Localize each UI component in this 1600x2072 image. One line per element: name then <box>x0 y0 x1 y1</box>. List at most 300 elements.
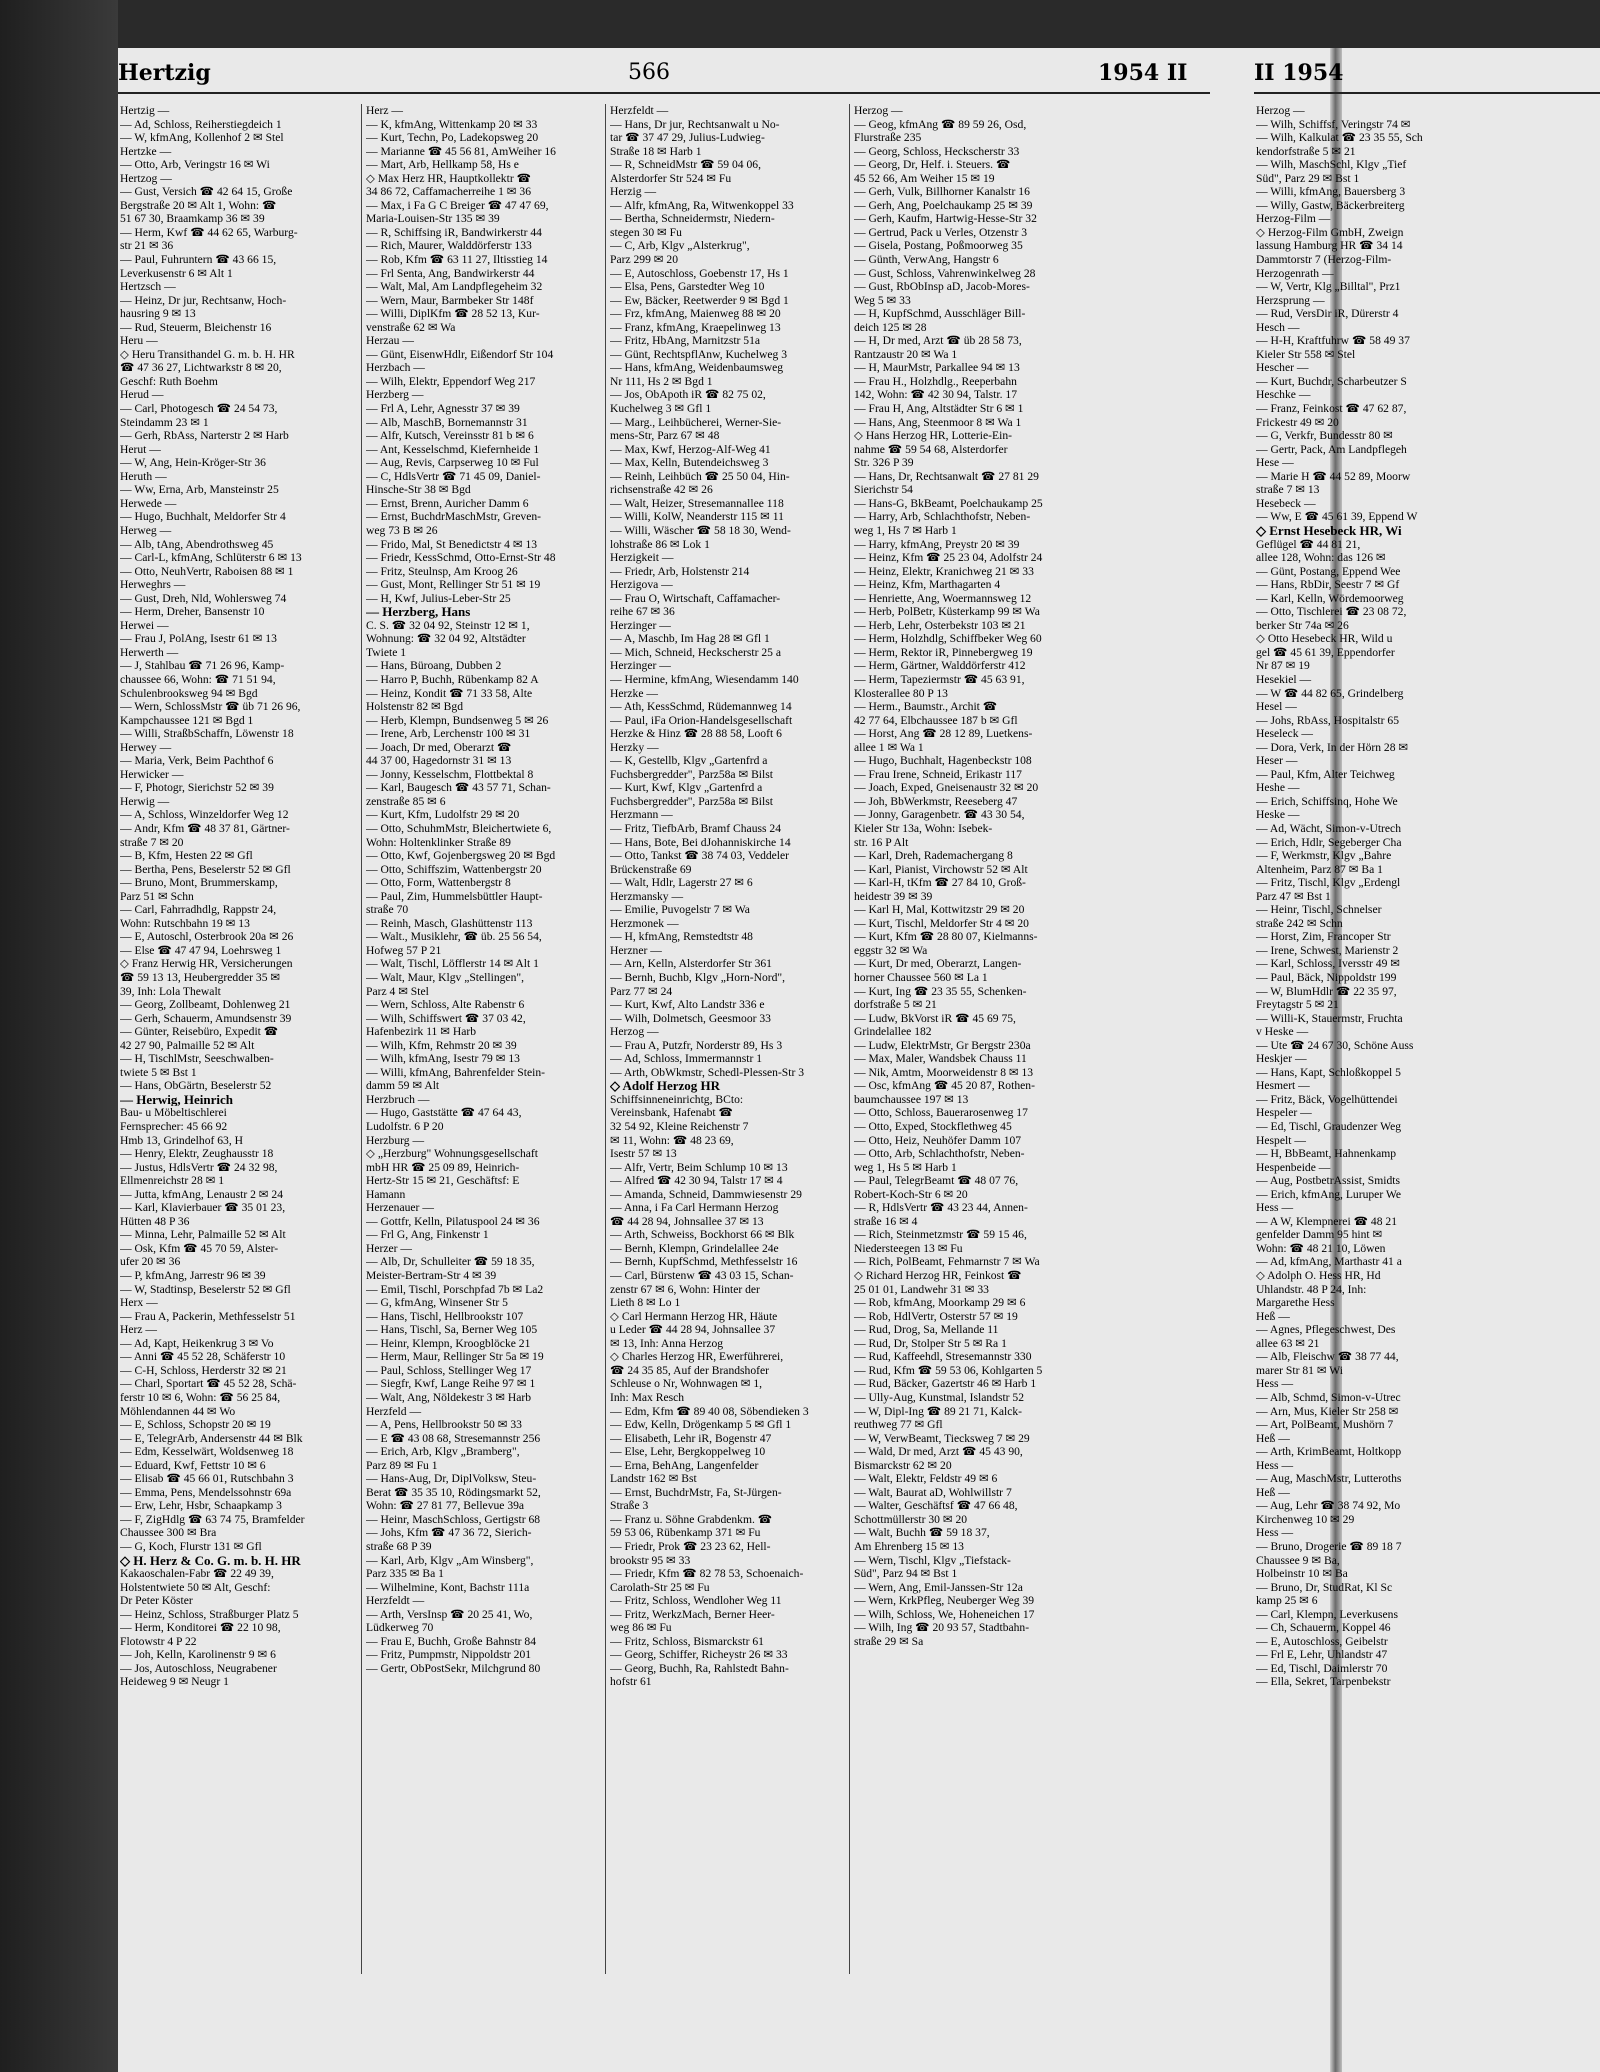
directory-entry-line: — Wilh, Schiffswert ☎ 37 03 42, <box>366 1011 526 1025</box>
directory-entry-line: Herzfeldt — <box>610 104 669 117</box>
directory-entry-line: — Willi, StraßbSchaffn, Löwenstr 18 <box>120 727 294 741</box>
directory-entry-line: — Aug, PostbetrAssist, Smidts <box>1256 1174 1400 1188</box>
directory-entry-line: — Herm, Kwf ☎ 44 62 65, Warburg- <box>120 225 298 239</box>
directory-entry-line: — Joach, Dr med, Oberarzt ☎ <box>366 740 512 754</box>
directory-entry-line: — Heinz, Kfm, Marthagarten 4 <box>854 578 1001 592</box>
directory-entry-line: — Georg, Schiffer, Richeystr 26 ✉ 33 <box>610 1648 788 1662</box>
directory-entry-line: — Arn, Mus, Kieler Str 258 ✉ <box>1256 1404 1399 1418</box>
directory-entry-line: — Rich, Maurer, Walddörferstr 133 <box>366 239 532 253</box>
header-rule-next-page <box>1254 92 1600 94</box>
directory-entry-line: Kirchenweg 10 ✉ 29 <box>1256 1512 1355 1526</box>
directory-entry-line: — Alb, MaschB, Bornemannstr 31 <box>366 415 528 429</box>
directory-entry-line: — Walt, Elektr, Feldstr 49 ✉ 6 <box>854 1472 998 1486</box>
directory-entry-line: Hertzig — <box>120 104 170 117</box>
directory-entry-line: — Herb, Klempn, Bundsenweg 5 ✉ 26 <box>366 713 549 727</box>
directory-entry-line: — Friedr, Arb, Holstenstr 214 <box>610 564 750 578</box>
directory-entry-line: 42 77 64, Elbchaussee 187 b ✉ Gfl <box>854 713 1018 727</box>
directory-entry-line: — Otto, Form, Wattenbergstr 8 <box>366 876 511 890</box>
directory-entry-line: — G, Koch, Flurstr 131 ✉ Gfl <box>120 1539 262 1553</box>
directory-entry-line: — Harro P, Buchh, Rübenkamp 82 A <box>366 672 539 686</box>
directory-entry-line: — W, Ang, Hein-Kröger-Str 36 <box>120 456 266 470</box>
directory-entry-line: — Frau H, Ang, Altstädter Str 6 ✉ 1 <box>854 402 1024 416</box>
directory-entry-line: — Walt, Hdlr, Lagerstr 27 ✉ 6 <box>610 876 753 890</box>
directory-entry-line: Hess — <box>1256 1458 1294 1472</box>
directory-entry-line: — Edm, Kfm ☎ 89 40 08, Söbendieken 3 <box>610 1404 809 1418</box>
directory-entry-line: — B, Kfm, Hesten 22 ✉ Gfl <box>120 849 253 863</box>
directory-entry-line: — Rob, HdlVertr, Osterstr 57 ✉ 19 <box>854 1309 1018 1323</box>
directory-entry-line: Herzigkeit — <box>610 551 674 565</box>
directory-entry-line: — Carl, Photogesch ☎ 24 54 73, <box>120 402 278 416</box>
directory-entry-line: — Karl, Baugesch ☎ 43 57 71, Schan- <box>366 781 551 795</box>
running-head-name: Hertzig <box>118 60 211 86</box>
directory-entry-line: — C, Arb, Klgv „Alsterkrug", <box>610 239 750 253</box>
directory-entry-line: Hespenbeide — <box>1256 1160 1331 1174</box>
directory-entry-line: Herzer — <box>366 1241 413 1255</box>
directory-entry-line: — Wilh, MaschSchl, Klgv „Tief <box>1256 158 1407 172</box>
column-1 <box>120 104 358 1974</box>
directory-entry-line: — Alfr, kfmAng, Ra, Witwenkoppel 33 <box>610 198 794 212</box>
directory-entry-line: straße 29 ✉ Sa <box>854 1634 924 1648</box>
directory-entry-line: — Max, Kwf, Herzog-Alf-Weg 41 <box>610 442 771 456</box>
directory-entry-line: — Mich, Schneid, Heckscherstr 25 a <box>610 645 781 659</box>
directory-entry-line: — Arth, Schweiss, Bockhorst 66 ✉ Blk <box>610 1228 795 1242</box>
directory-entry-line: Flurstraße 235 <box>854 131 922 145</box>
directory-entry-line: dorfstraße 5 ✉ 21 <box>854 998 937 1012</box>
directory-entry-line: — Gust, Schloss, Vahrenwinkelweg 28 <box>854 266 1036 280</box>
directory-entry-line: — Art, PolBeamt, Mushörn 7 <box>1256 1418 1394 1432</box>
directory-entry-line: 44 37 00, Hagedornstr 31 ✉ 13 <box>366 754 512 768</box>
directory-entry-line: — Johs, RbAss, Hospitalstr 65 <box>1256 713 1400 727</box>
directory-entry-line: Flotowstr 4 P 22 <box>120 1634 197 1648</box>
directory-entry-line: — Hugo, Buchhalt, Meldorfer Str 4 <box>120 510 286 524</box>
directory-entry-line: Hespelt — <box>1256 1133 1306 1147</box>
directory-entry-line: — Willi, DiplKfm ☎ 28 52 13, Kur- <box>366 307 540 321</box>
directory-entry-line: — Rich, Steinmetzmstr ☎ 59 15 46, <box>854 1228 1027 1242</box>
directory-entry-line: kendorfstraße 5 ✉ 21 <box>1256 144 1356 158</box>
directory-entry-line: — Jonny, Kesselschm, Flottbektal 8 <box>366 767 534 781</box>
directory-entry-line: — Heinz, Kondit ☎ 71 33 58, Alte <box>366 686 533 700</box>
directory-entry-line: — Gisela, Postang, Poßmoorweg 35 <box>854 239 1023 253</box>
directory-entry-line: 142, Wohn: ☎ 42 30 94, Talstr. 17 <box>854 388 1017 402</box>
directory-entry-line: Am Ehrenberg 15 ✉ 13 <box>854 1539 964 1553</box>
directory-entry-line: — Emma, Pens, Mendelssohnstr 69a <box>120 1485 292 1499</box>
directory-entry-line: — Walt., Musiklehr, ☎ üb. 25 56 54, <box>366 930 542 944</box>
directory-entry-line: Parz 299 ✉ 20 <box>610 253 678 267</box>
directory-entry-line: — Fritz, WerkzMach, Berner Heer- <box>610 1607 775 1621</box>
directory-entry-line: — Herm, Dreher, Bansenstr 10 <box>120 605 265 619</box>
directory-entry-line: Lüdkerweg 70 <box>366 1621 434 1635</box>
directory-entry-line: — Rud, Drog, Sa, Mellande 11 <box>854 1323 999 1337</box>
directory-entry-line: Herzfeldt — <box>366 1594 425 1608</box>
directory-entry-line: Parz 51 ✉ Schn <box>120 889 194 903</box>
directory-entry-line: — Günt, EisenwHdlr, Eißendorf Str 104 <box>366 347 554 361</box>
directory-entry-line: Herz — <box>120 1323 158 1337</box>
directory-entry-line: — Heinr, MaschSchloss, Gertigstr 68 <box>366 1512 541 1526</box>
directory-entry-line: Heß — <box>1256 1309 1290 1323</box>
directory-entry-line: — Hans, ObGärtn, Beselerstr 52 <box>120 1079 272 1093</box>
directory-entry-line: Herweg — <box>120 523 172 537</box>
directory-entry-line: — Willi, KolW, Neanderstr 115 ✉ 11 <box>610 510 784 524</box>
column-4 <box>854 104 1208 1974</box>
directory-entry-line: Herzsprung — <box>1256 293 1325 307</box>
directory-entry-line: — Bertha, Schneidermstr, Niedern- <box>610 212 775 226</box>
directory-entry-line: — Ad, Schloss, Reiherstiegdeich 1 <box>120 117 282 131</box>
directory-entry-line: — Anni ☎ 45 52 28, Schäferstr 10 <box>120 1350 286 1364</box>
directory-entry-line: Isestr 57 ✉ 13 <box>610 1147 677 1161</box>
directory-entry-line: Str. 326 P 39 <box>854 456 914 470</box>
directory-entry-line: — Carl, Fahrradhdlg, Rappstr 24, <box>120 903 277 917</box>
directory-entry-line: — Ernst, BuchdrMaschMstr, Greven- <box>366 510 542 524</box>
directory-entry-line: — H, Kwf, Julius-Leber-Str 25 <box>366 591 511 605</box>
directory-entry-line: — Karl, Pianist, Virchowstr 52 ✉ Alt <box>854 862 1028 876</box>
directory-entry-line: gel ☎ 45 61 39, Eppendorfer <box>1256 645 1395 659</box>
directory-entry-line: — Karl, Schloss, Iversstr 49 ✉ <box>1256 957 1400 971</box>
directory-entry-line: — Geog, kfmAng ☎ 89 59 26, Osd, <box>854 117 1027 131</box>
directory-entry-line: — Kurt, Ing ☎ 23 35 55, Schenken- <box>854 984 1027 998</box>
directory-entry-line: Wohn: ☎ 27 81 77, Bellevue 39a <box>366 1499 525 1513</box>
directory-entry-line: venstraße 62 ✉ Wa <box>366 320 456 334</box>
directory-entry-line: — Heinz, Dr jur, Rechtsanw, Hoch- <box>120 293 287 307</box>
directory-entry-line: — Eduard, Kwf, Fettstr 10 ✉ 6 <box>120 1458 266 1472</box>
directory-entry-line: — Günter, Reisebüro, Expedit ☎ <box>120 1025 279 1039</box>
directory-entry-line: — Gottfr, Kelln, Pilatuspool 24 ✉ 36 <box>366 1214 540 1228</box>
directory-entry-line: — Amanda, Schneid, Dammwiesenstr 29 <box>610 1187 802 1201</box>
directory-entry-line: mens-Str, Parz 67 ✉ 48 <box>610 429 720 443</box>
directory-entry-line: Herzbach — <box>366 361 425 375</box>
directory-entry-line: 45 52 66, Am Weiher 15 ✉ 19 <box>854 171 995 185</box>
directory-entry-line: Heseleck — <box>1256 727 1313 741</box>
directory-entry-line: — W, Dipl-Ing ☎ 89 21 71, Kalck- <box>854 1404 1023 1418</box>
directory-entry-line: Carolath-Str 25 ✉ Fu <box>610 1580 710 1594</box>
directory-entry-line: — Reinh, Masch, Glashüttenstr 113 <box>366 916 533 930</box>
directory-entry-line: — Herm, Maur, Rellinger Str 5a ✉ 19 <box>366 1350 544 1364</box>
directory-entry-line: — Otto, NeuhVertr, Raboisen 88 ✉ 1 <box>120 564 294 578</box>
directory-entry-line: Hess — <box>1256 1201 1294 1215</box>
directory-entry-line: — Wern, Maur, Barmbeker Str 148f <box>366 293 534 307</box>
directory-entry-line: hausring 9 ✉ 13 <box>120 307 196 321</box>
directory-entry-line: ◇ Carl Hermann Herzog HR, Häute <box>610 1309 778 1323</box>
directory-entry-line: — Willi, kfmAng, Bauersberg 3 <box>1256 185 1406 199</box>
directory-entry-line: — E, Autoschloss, Goebenstr 17, Hs 1 <box>610 266 789 280</box>
directory-entry-line: — Walt, Maur, Klgv „Stellingen", <box>366 971 525 984</box>
directory-entry-line: Hesmert — <box>1256 1079 1310 1093</box>
directory-entry-line: — Edw, Kelln, Drögenkamp 5 ✉ Gfl 1 <box>610 1418 792 1432</box>
directory-entry-line: — Otto, Kwf, Gojenbergsweg 20 ✉ Bgd <box>366 849 556 863</box>
directory-entry-line: — Friedr, KessSchmd, Otto-Ernst-Str 48 <box>366 551 556 565</box>
directory-entry-line: — Frau Irene, Schneid, Erikastr 117 <box>854 767 1022 781</box>
directory-entry-line: Straße 18 ✉ Harb 1 <box>610 144 702 158</box>
directory-entry-line: Hesch — <box>1256 320 1300 334</box>
directory-entry-line: Herzogenrath — <box>1256 266 1334 280</box>
directory-entry-line: — Gerh, Ang, Poelchaukamp 25 ✉ 39 <box>854 198 1033 212</box>
directory-entry-line: Landstr 162 ✉ Bst <box>610 1472 697 1486</box>
directory-entry-line: — Frz, kfmAng, Maienweg 88 ✉ 20 <box>610 307 781 321</box>
directory-entry-line: ◇ Charles Herzog HR, Ewerführerei, <box>610 1350 784 1364</box>
directory-entry-line: — Karl, Arb, Klgv „Am Winsberg", <box>366 1553 534 1567</box>
directory-entry-line: — Osc, kfmAng ☎ 45 20 87, Rothen- <box>854 1079 1035 1093</box>
directory-entry-line: — Günth, VerwAng, Hangstr 6 <box>854 253 999 267</box>
directory-entry-line: Heske — <box>1256 808 1300 822</box>
directory-entry-line: 59 53 06, Rübenkamp 371 ✉ Fu <box>610 1526 761 1540</box>
directory-entry-line: Möhlendannen 44 ✉ Wo <box>120 1404 236 1418</box>
directory-entry-line: allee 128, Wohn: das 126 ✉ <box>1256 551 1386 565</box>
column-next-page <box>1256 104 1600 1974</box>
directory-entry-line: Holbeinstr 10 ✉ Ba <box>1256 1567 1348 1581</box>
directory-entry-line: Rantzaustr 20 ✉ Wa 1 <box>854 347 958 361</box>
directory-entry-line: — Günt, Postang, Eppend Wee <box>1256 564 1401 578</box>
directory-entry-line: — Emilie, Puvogelstr 7 ✉ Wa <box>610 903 750 917</box>
directory-entry-line: Heß — <box>1256 1431 1290 1445</box>
directory-entry-line: Robert-Koch-Str 6 ✉ 20 <box>854 1187 968 1201</box>
directory-entry-line: ◇ Adolf Herzog HR <box>610 1079 721 1093</box>
directory-entry-line: Wohn: Rutschbahn 19 ✉ 13 <box>120 916 250 930</box>
directory-entry-line: Kampchaussee 121 ✉ Bgd 1 <box>120 713 254 727</box>
directory-entry-line: Wohnung: ☎ 32 04 92, Altstädter <box>366 632 526 646</box>
directory-entry-line: — Karl, Kelln, Wördemoorweg <box>1256 591 1404 605</box>
directory-entry-line: — Bernh, Klempn, Grindelallee 24e <box>610 1241 779 1255</box>
column-2 <box>366 104 602 1974</box>
directory-entry-line: — H, BbBeamt, Hahnenkamp <box>1256 1147 1397 1161</box>
directory-entry-line: Ellmenreichstr 28 ✉ 1 <box>120 1174 225 1188</box>
directory-entry-line: 51 67 30, Braamkamp 36 ✉ 39 <box>120 212 265 226</box>
directory-entry-line: Süd", Parz 94 ✉ Bst 1 <box>854 1567 958 1581</box>
directory-entry-line: Hescher — <box>1256 361 1309 375</box>
directory-entry-line: baumchaussee 197 ✉ 13 <box>854 1092 969 1106</box>
directory-entry-line: Freytagstr 5 ✉ 21 <box>1256 998 1339 1012</box>
directory-entry-line: — Wald, Dr med, Arzt ☎ 45 43 90, <box>854 1445 1023 1459</box>
directory-entry-line: — Aug, Lehr ☎ 38 74 92, Mo <box>1256 1499 1401 1513</box>
directory-entry-line: Schleuse o Nr, Wohnwagen ✉ 1, <box>610 1377 763 1391</box>
directory-entry-line: — Maria, Verk, Beim Pachthof 6 <box>120 754 274 768</box>
directory-entry-line: Hesebeck — <box>1256 496 1316 510</box>
directory-entry-line: — Nik, Amtm, Moorweidenstr 8 ✉ 13 <box>854 1065 1034 1079</box>
directory-entry-line: ✉ 11, Wohn: ☎ 48 23 69, <box>610 1133 734 1147</box>
directory-entry-line: — Erich, kfmAng, Luruper We <box>1256 1187 1402 1201</box>
directory-entry-line: Hamann <box>366 1187 406 1201</box>
directory-entry-line: chaussee 66, Wohn: ☎ 71 51 94, <box>120 672 276 686</box>
directory-entry-line: — Hugo, Gaststätte ☎ 47 64 43, <box>366 1106 522 1120</box>
directory-entry-line: ☎ 59 13 13, Heubergredder 35 ✉ <box>120 971 281 984</box>
directory-entry-line: — Elisab ☎ 45 66 01, Rutschbahn 3 <box>120 1472 294 1486</box>
directory-entry-line: — Ed, Tischl, Daimlerstr 70 <box>1256 1661 1388 1675</box>
directory-entry-line: ferstr 10 ✉ 6, Wohn: ☎ 56 25 84, <box>120 1390 281 1404</box>
directory-entry-line: — Harry, kfmAng, Preystr 20 ✉ 39 <box>854 537 1020 551</box>
directory-entry-line: — Rud, Steuerm, Bleichenstr 16 <box>120 320 272 334</box>
directory-entry-line: Herzburg — <box>366 1133 425 1147</box>
directory-entry-line: — Paul, Fuhruntern ☎ 43 66 15, <box>120 253 277 267</box>
directory-entry-line: — Rud, Kfm ☎ 59 53 06, Kohlgarten 5 <box>854 1363 1043 1377</box>
directory-entry-line: — Ath, KessSchmd, Rüdemannweg 14 <box>610 700 792 714</box>
directory-entry-line: — Anna, i Fa Carl Hermann Herzog <box>610 1201 779 1215</box>
directory-entry-line: Frickestr 49 ✉ 20 <box>1256 415 1339 429</box>
directory-entry-line: — Rud, VersDir iR, Dürerstr 4 <box>1256 307 1399 321</box>
directory-entry-line: — Frau A, Packerin, Methfesselstr 51 <box>120 1309 296 1323</box>
directory-entry-line: — Otto, SchuhmMstr, Bleichertwiete 6, <box>366 821 552 835</box>
directory-entry-line: v Heske — <box>1256 1025 1309 1039</box>
page-number: 566 <box>628 60 670 85</box>
directory-entry-line: Altenheim, Parz 87 ✉ Ba 1 <box>1256 862 1383 876</box>
directory-entry-line: Hinsche-Str 38 ✉ Bgd <box>366 483 471 497</box>
directory-entry-line: — Franz, kfmAng, Kraepelinweg 13 <box>610 320 781 334</box>
directory-entry-line: ◇ Hans Herzog HR, Lotterie-Ein- <box>854 429 1012 443</box>
directory-entry-line: Uhlandstr. 48 P 24, Inh: <box>1256 1282 1367 1296</box>
directory-entry-line: berker Str 74a ✉ 26 <box>1256 618 1349 632</box>
directory-entry-line: — C-H, Schloss, Herderstr 32 ✉ 21 <box>120 1363 287 1377</box>
directory-entry-line: — Gust, Dreh, Nld, Wohlersweg 74 <box>120 591 287 605</box>
directory-entry-line: — Friedr, Kfm ☎ 82 78 53, Schoenaich- <box>610 1567 804 1581</box>
directory-entry-line: — Arth, KrimBeamt, Holtkopp <box>1256 1445 1402 1459</box>
directory-entry-line: — Wilh, Dolmetsch, Geesmoor 33 <box>610 1011 771 1025</box>
directory-entry-line: — Fritz, Schloss, Bismarckstr 61 <box>610 1634 764 1648</box>
directory-entry-line: — Karl, Dreh, Rademachergang 8 <box>854 849 1013 863</box>
directory-entry-line: — Alb, Dr, Schulleiter ☎ 59 18 35, <box>366 1255 535 1269</box>
directory-entry-line: — Harry, Arb, Schlachthofstr, Neben- <box>854 510 1031 524</box>
directory-entry-line: — Hans, Bote, Bei dJohanniskirche 14 <box>610 835 791 849</box>
directory-entry-line: Parz 335 ✉ Ba 1 <box>366 1567 444 1581</box>
directory-entry-line: — Walt, Buchh ☎ 59 18 37, <box>854 1526 990 1540</box>
directory-entry-line: — Dora, Verk, In der Hörn 28 ✉ <box>1256 740 1409 754</box>
directory-entry-line: Brückenstraße 69 <box>610 862 692 876</box>
directory-entry-line: — Wern, Tischl, Klgv „Tiefstack- <box>854 1553 1011 1567</box>
directory-entry-line: — Jonny, Garagenbetr. ☎ 43 30 54, <box>854 808 1025 822</box>
directory-entry-line: — Walt, Heizer, Stresemannallee 118 <box>610 496 784 510</box>
directory-entry-line: — H, kfmAng, Remstedtstr 48 <box>610 930 753 944</box>
directory-entry-line: reihe 67 ✉ 36 <box>610 605 675 619</box>
directory-entry-line: richsenstraße 42 ✉ 26 <box>610 483 713 497</box>
directory-entry-line: — Otto, Arb, Veringstr 16 ✉ Wi <box>120 158 270 172</box>
directory-entry-line: Hese — <box>1256 456 1294 470</box>
directory-entry-line: horner Chaussee 560 ✉ La 1 <box>854 971 988 984</box>
directory-entry-line: — Else ☎ 47 47 94, Loehrsweg 1 <box>120 943 282 957</box>
directory-entry-line: Hofweg 57 P 21 <box>366 943 442 957</box>
directory-entry-line: — Alb, tAng, Abendrothsweg 45 <box>120 537 274 551</box>
directory-entry-line: — Kurt, Dr med, Oberarzt, Langen- <box>854 957 1022 971</box>
directory-entry-line: Heru — <box>120 334 158 348</box>
directory-entry-line: Kieler Str 558 ✉ Stel <box>1256 347 1356 361</box>
directory-entry-line: Schottmüllerstr 30 ✉ 20 <box>854 1512 968 1526</box>
directory-entry-line: — Wilh, kfmAng, Isestr 79 ✉ 13 <box>366 1052 520 1066</box>
directory-entry-line: Margarethe Hess <box>1256 1296 1335 1310</box>
directory-entry-line: Chaussee 300 ✉ Bra <box>120 1526 217 1540</box>
directory-entry-line: Herzog — <box>854 104 903 117</box>
directory-entry-line: — Agnes, Pflegeschwest, Des <box>1256 1323 1396 1337</box>
directory-entry-line: — R, Schiffsing iR, Bandwirkerstr 44 <box>366 225 542 239</box>
directory-entry-line: — Kurt, Techn, Po, Ladekopsweg 20 <box>366 131 539 145</box>
directory-entry-line: — Aug, Revis, Carpserweg 10 ✉ Ful <box>366 456 539 470</box>
directory-entry-line: — Joh, BbWerkmstr, Reeseberg 47 <box>854 794 1018 808</box>
directory-entry-line: — Andr, Kfm ☎ 48 37 81, Gärtner- <box>120 821 290 835</box>
directory-entry-line: ◇ Max Herz HR, Hauptkollektr ☎ <box>366 171 532 185</box>
directory-entry-line: Heser — <box>1256 754 1298 768</box>
directory-entry-line: Meister-Bertram-Str 4 ✉ 39 <box>366 1269 497 1283</box>
directory-entry-line: ◇ Otto Hesebeck HR, Wild u <box>1256 632 1393 646</box>
directory-entry-line: Herzinger — <box>610 659 671 673</box>
directory-entry-line: brookstr 95 ✉ 33 <box>610 1553 691 1567</box>
directory-entry-line: — R, SchneidMstr ☎ 59 04 06, <box>610 158 761 172</box>
directory-entry-line: — Max, Maler, Wandsbek Chauss 11 <box>854 1052 1027 1066</box>
directory-entry-line: ◇ Herzog-Film GmbH, Zweign <box>1256 225 1404 239</box>
directory-entry-line: — Arth, ObWkmstr, Schedl-Plessen-Str 3 <box>610 1065 805 1079</box>
directory-entry-line: — Minna, Lehr, Palmaille 52 ✉ Alt <box>120 1228 286 1242</box>
directory-entry-line: Schulenbrooksweg 94 ✉ Bgd <box>120 686 258 700</box>
directory-entry-line: — Erw, Lehr, Hsbr, Schaapkamp 3 <box>120 1499 282 1513</box>
directory-entry-line: — Fritz, Pumpmstr, Nippoldstr 201 <box>366 1648 532 1662</box>
directory-entry-line: Wohn: ☎ 48 21 10, Löwen <box>1256 1241 1386 1255</box>
directory-entry-line: — Frau E, Buchh, Große Bahnstr 84 <box>366 1634 537 1648</box>
directory-entry-line: Kuchelweg 3 ✉ Gfl 1 <box>610 402 712 416</box>
directory-entry-line: — Charl, Sportart ☎ 45 52 28, Schä- <box>120 1377 297 1391</box>
directory-entry-line: — Heinz, Schloss, Straßburger Platz 5 <box>120 1607 299 1621</box>
directory-entry-line: — Carl, Bürstenw ☎ 43 03 15, Schan- <box>610 1269 794 1283</box>
directory-entry-line: — Jutta, kfmAng, Lenaustr 2 ✉ 24 <box>120 1187 283 1201</box>
directory-entry-line: — Paul, Kfm, Alter Teichweg <box>1256 767 1395 781</box>
directory-entry-line: — Hans-G, BkBeamt, Poelchaukamp 25 <box>854 496 1043 510</box>
directory-entry-line: — Ad, kfmAng, Marthastr 41 a <box>1256 1255 1402 1269</box>
directory-entry-line: — Frl E, Lehr, Uhlandstr 47 <box>1256 1648 1388 1662</box>
directory-entry-line: — Paul, TelegrBeamt ☎ 48 07 76, <box>854 1174 1019 1188</box>
directory-entry-line: tar ☎ 37 47 29, Julius-Ludwieg- <box>610 131 765 145</box>
directory-entry-line: — Henriette, Ang, Woermannsweg 12 <box>854 591 1032 605</box>
directory-entry-line: — Hans, Dr jur, Rechtsanwalt u No- <box>610 117 780 131</box>
directory-entry-line: — Ernst, Brenn, Auricher Damm 6 <box>366 496 529 510</box>
directory-entry-line: Parz 89 ✉ Fu 1 <box>366 1458 438 1472</box>
directory-entry-line: u Leder ☎ 44 28 94, Johnsallee 37 <box>610 1323 776 1337</box>
directory-entry-line: — Willi, Wäscher ☎ 58 18 30, Wend- <box>610 523 791 537</box>
directory-entry-line: marer Str 81 ✉ Wi <box>1256 1363 1343 1377</box>
directory-entry-line: Herzfeld — <box>366 1404 422 1418</box>
directory-entry-line: — Wern, KrkPfleg, Neuberger Weg 39 <box>854 1594 1035 1608</box>
directory-entry-line: — Karl, Klavierbauer ☎ 35 01 23, <box>120 1201 286 1215</box>
directory-entry-line: — Johs, Kfm ☎ 47 36 72, Sierich- <box>366 1526 532 1540</box>
directory-entry-line: — Max, i Fa G C Breiger ☎ 47 47 69, <box>366 198 549 212</box>
directory-entry-line: Herzberg — <box>366 388 424 402</box>
directory-entry-line: Heideweg 9 ✉ Neugr 1 <box>120 1675 229 1689</box>
directory-entry-line: — Rob, kfmAng, Moorkamp 29 ✉ 6 <box>854 1296 1026 1310</box>
directory-entry-line: Herzog — <box>610 1025 659 1039</box>
directory-entry-line: Berat ☎ 35 35 10, Rödingsmarkt 52, <box>366 1485 541 1499</box>
directory-entry-line: — Frl A, Lehr, Agnesstr 37 ✉ 39 <box>366 402 520 416</box>
directory-entry-line: straße 70 <box>366 903 409 917</box>
directory-entry-line: — Walt, Ang, Nöldekestr 3 ✉ Harb <box>366 1390 532 1404</box>
directory-entry-line: Heskjer — <box>1256 1052 1307 1066</box>
directory-entry-line: — Fritz, Steulnsp, Am Kroog 26 <box>366 564 518 578</box>
directory-entry-line: — Karl-H, tKfm ☎ 27 84 10, Groß- <box>854 876 1026 890</box>
directory-entry-line: — Rud, Dr, Stolper Str 5 ✉ Ra 1 <box>854 1336 1007 1350</box>
directory-entry-line: Parz 77 ✉ 24 <box>610 984 673 998</box>
running-head-year: 1954 II <box>1098 60 1188 86</box>
directory-entry-line: — Wilhelmine, Kont, Bachstr 111a <box>366 1580 530 1594</box>
directory-entry-line: str 21 ✉ 36 <box>120 239 174 253</box>
directory-entry-line: — Herm., Baumstr., Archit ☎ <box>854 700 998 714</box>
directory-entry-line: — Kurt, Tischl, Meldorfer Str 4 ✉ 20 <box>854 916 1029 930</box>
directory-entry-line: Dammtorstr 7 (Herzog-Film- <box>1256 253 1392 267</box>
directory-entry-line: weg 1, Hs 7 ✉ Harb 1 <box>854 523 957 537</box>
directory-entry-line: — H, MaurMstr, Parkallee 94 ✉ 13 <box>854 361 1020 375</box>
directory-entry-line: — Herb, PolBetr, Küsterkamp 99 ✉ Wa <box>854 605 1040 619</box>
directory-entry-line: — Wern, Schloss, Alte Rabenstr 6 <box>366 998 525 1012</box>
directory-entry-line: — Bruno, Drogerie ☎ 89 18 7 <box>1256 1539 1402 1553</box>
directory-entry-line: ☎ 47 36 27, Lichtwarkstr 8 ✉ 20, <box>120 361 282 375</box>
directory-entry-line: — Joh, Kelln, Karolinenstr 9 ✉ 6 <box>120 1648 276 1662</box>
directory-entry-line: Alsterdorfer Str 524 ✉ Fu <box>610 171 732 185</box>
directory-entry-line: — Rud, Bäcker, Gazertstr 46 ✉ Harb 1 <box>854 1377 1037 1391</box>
directory-entry-line: — E, Autoschl, Osterbrook 20a ✉ 26 <box>120 930 294 944</box>
directory-entry-line: — Karl H, Mal, Kottwitzstr 29 ✉ 20 <box>854 903 1025 917</box>
directory-entry-line: — Frau O, Wirtschaft, Caffamacher- <box>610 591 781 605</box>
directory-entry-line: Hertzog — <box>120 171 172 185</box>
directory-entry-line: — Herm, Tapeziermstr ☎ 45 63 91, <box>854 672 1025 686</box>
directory-entry-line: — W, BlumHdlr ☎ 22 35 97, <box>1256 984 1397 998</box>
